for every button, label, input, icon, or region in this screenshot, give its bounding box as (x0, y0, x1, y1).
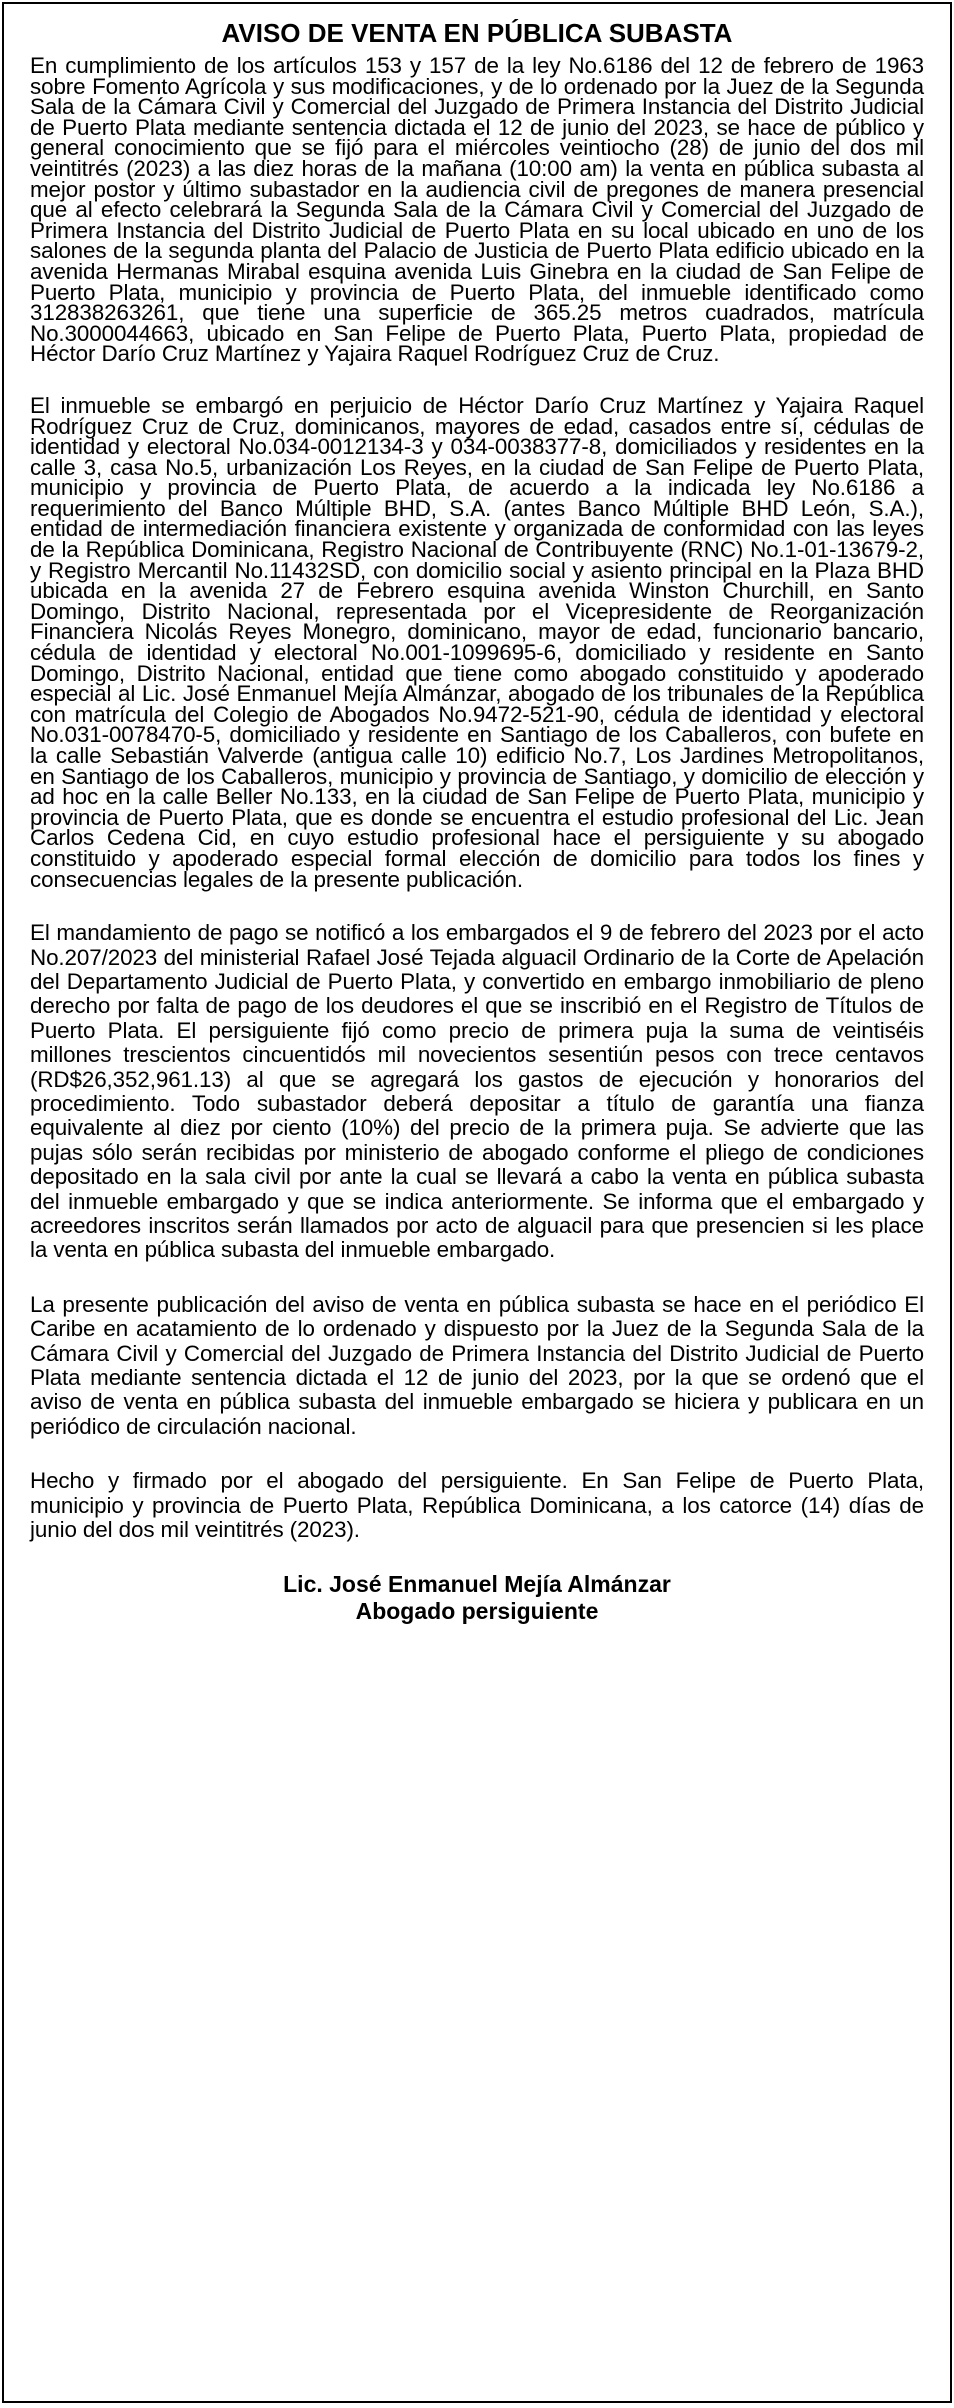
auction-notice (2, 2, 952, 2403)
paragraph-signed: Hecho y firmado por el abogado del persiguiente. En San Felipe de Puerto Plata, municipio y provincia de Puerto Plata, República Dominicana, a los catorce (14) días de junio del dos mil veintitrés (2023). (30, 1468, 924, 1543)
notice-title: AVISO DE VENTA EN PÚBLICA SUBASTA (221, 18, 733, 48)
signature-name: Lic. José Enmanuel Mejía Almánzar (283, 1570, 671, 1597)
signature-block (30, 1571, 924, 1625)
paragraph-seizure-details: El inmueble se embargó en perjuicio de Héctor Darío Cruz Martínez y Yajaira Raquel Rodríguez Cruz de Cruz, dominicanos, mayores de edad, casados entre sí, cédulas de identidad y electoral No.034-0012134-3 y 034-0038377-8, domiciliados y residentes en la calle 3, casa No.5, urbanización Los Reyes, en la ciudad de San Felipe de Puerto Plata, municipio y provincia de Puerto Plata, de acuerdo a la indicada ley No.6186 a requerimiento del Banco Múltiple BHD, S.A. (antes Banco Múltiple BHD León, S.A.), entidad de intermediación financiera existente y organizada de conformidad con las leyes de la República Dominicana, Registro Nacional de Contribuyente (RNC) No.1-01-13679-2, y Registro Mercantil No.11432SD, con domicilio social y asiento principal en la Plaza BHD ubicada en la avenida 27 de Febrero esquina avenida Winston Churchill, en Santo Domingo, Distrito Nacional, representada por el Vicepresidente de Reorganización Financiera Nicolás Reyes Monegro, dominicano, mayor de edad, funcionario bancario, cédula de identidad y electoral No.001-1099695-6, domiciliado y residente en Santo Domingo, Distrito Nacional, entidad que tiene como abogado constituido y apoderado especial al Lic. José Enmanuel Mejía Almánzar, abogado de los tribunales de la República con matrícula del Colegio de Abogados No.9472-521-90, cédula de identidad y electoral No.031-0078470-5, domiciliado y residente en Santiago de los Caballeros, con bufete en la calle Sebastián Valverde (antigua calle 10) edificio No.7, Los Jardines Metropolitanos, en Santiago de los Caballeros, municipio y provincia de Santiago, y domicilio de elección y ad hoc en la calle Beller No.133, en la ciudad de San Felipe de Puerto Plata, municipio y provincia de Puerto Plata, que es donde se encuentra el estudio profesional del Lic. Jean Carlos Cedena Cid, en cuyo estudio profesional hace el persiguiente y su abogado constituido y apoderado especial formal elección de domicilio para todos los fines y consecuencias legales de la presente publicación. (30, 392, 924, 892)
signature-role: Abogado persiguiente (355, 1597, 599, 1624)
paragraph-sale-announcement: En cumplimiento de los artículos 153 y 157 de la ley No.6186 del 12 de febrero de 1963 sobre Fomento Agrícola y sus modificaciones, y de lo ordenado por la Juez de la Segunda Sala de la Cámara Civil y Comercial del Juzgado de Primera Instancia del Distrito Judicial de Puerto Plata mediante sentencia dictada el 12 de junio del 2023, se hace de público y general conocimiento que se fijó para el miércoles veintiocho (28) de junio del dos mil veintitrés (2023) a las diez horas de la mañana (10:00 am) la venta en pública subasta al mejor postor y último subastador en la audiencia civil de pregones de manera presencial que al efecto celebrará la Segunda Sala de la Cámara Civil y Comercial del Juzgado de Primera Instancia del Distrito Judicial de Puerto Plata en su local ubicado en uno de los salones de la segunda planta del Palacio de Justicia de Puerto Plata edificio ubicado en la avenida Hermanas Mirabal esquina avenida Luis Ginebra en la ciudad de San Felipe de Puerto Plata, municipio y provincia de Puerto Plata, del inmueble identificado como 312838263261, que tiene una superficie de 365.25 metros cuadrados, matrícula No.3000044663, ubicado en San Felipe de Puerto Plata, Puerto Plata, propiedad de Héctor Darío Cruz Martínez y Yajaira Raquel Rodríguez Cruz de Cruz. (30, 53, 924, 367)
paragraph-payment-order: El mandamiento de pago se notificó a los embargados el 9 de febrero del 2023 por el acto No.207/2023 del ministerial Rafael José Tejada alguacil Ordinario de la Corte de Apelación del Departamento Judicial de Puerto Plata, y convertido en embargo inmobiliario de pleno derecho por falta de pago de los deudores el que se inscribió en el Registro de Títulos de Puerto Plata. El persiguiente fijó como precio de primera puja la suma de veintiséis millones trescientos cincuentidós mil novecientos sesentiún pesos con trece centavos (RD$26,352,961.13) al que se agregará los gastos de ejecución y honorarios del procedimiento. Todo subastador deberá depositar a título de garantía una fianza equivalente al diez por ciento (10%) del precio de la primera puja. Se advierte que las pujas sólo serán recibidas por ministerio de abogado conforme el pliego de condiciones depositado en la sala civil por ante la cual se llevará a cabo la venta en pública subasta del inmueble embargado y que se indica anteriormente. Se informa que el embargado y acreedores inscritos serán llamados por acto de alguacil para que presencien si les place la venta en pública subasta del inmueble embargado. (30, 920, 924, 1263)
paragraph-publication: La presente publicación del aviso de venta en pública subasta se hace en el periódico El Caribe en acatamiento de lo ordenado y dispuesto por la Juez de la Segunda Sala de la Cámara Civil y Comercial del Juzgado de Primera Instancia del Distrito Judicial de Puerto Plata mediante sentencia dictada el 12 de junio del 2023, por la que se ordenó que el aviso de venta en pública subasta del inmueble embargado se hiciera y publicara en un periódico de circulación nacional. (30, 1291, 924, 1439)
